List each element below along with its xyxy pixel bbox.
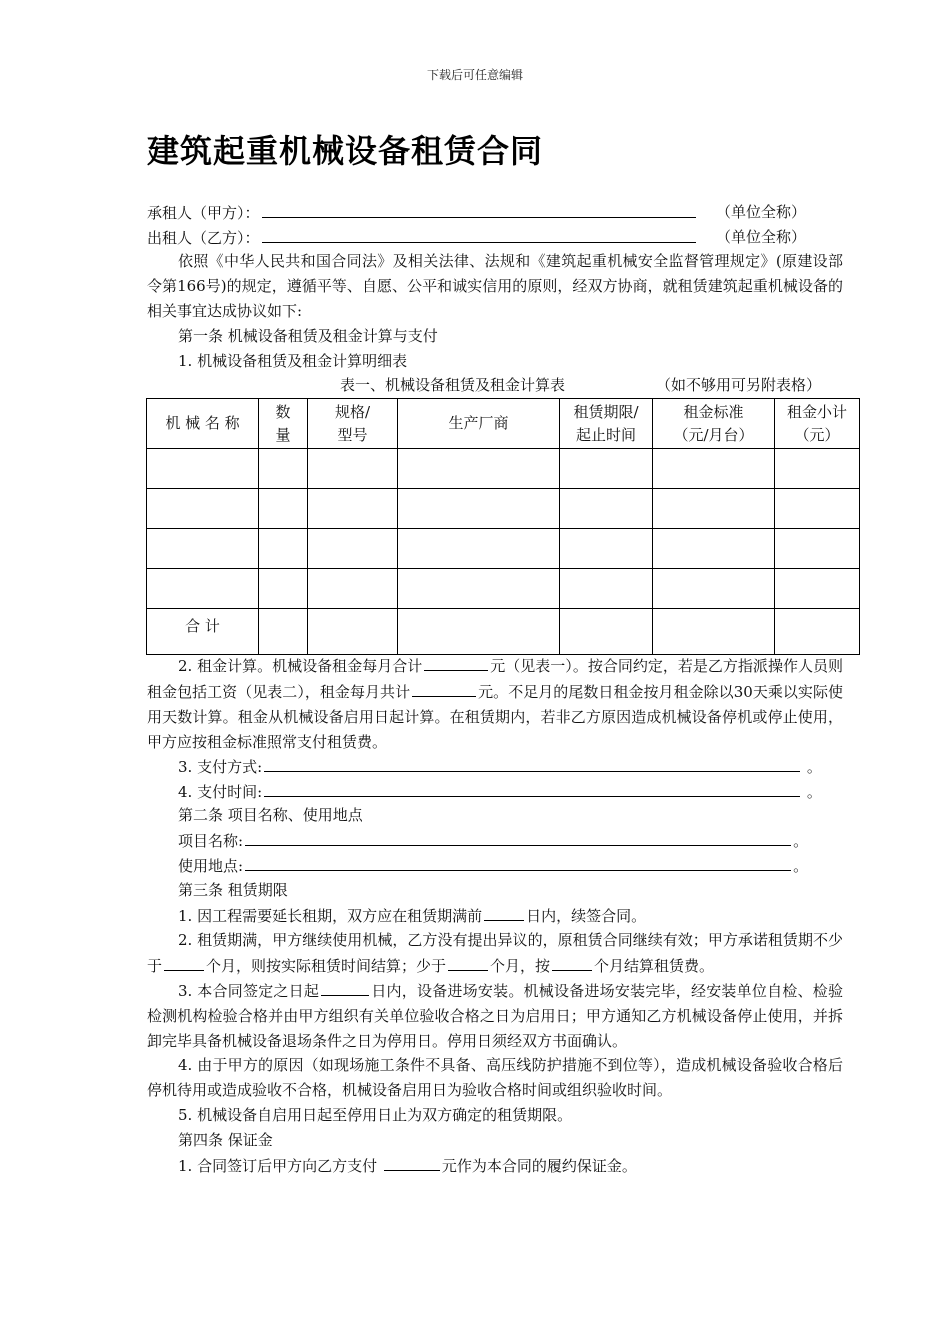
table-cell[interactable] — [653, 529, 775, 569]
table-cell[interactable] — [560, 529, 653, 569]
table-cell[interactable] — [259, 489, 308, 529]
min-months-field[interactable] — [164, 953, 204, 971]
table-row — [147, 529, 860, 569]
table-cell[interactable] — [147, 569, 259, 609]
table-cell[interactable] — [653, 489, 775, 529]
deposit-amount-field[interactable] — [384, 1153, 440, 1171]
lessor-name-field[interactable] — [262, 225, 696, 243]
table-cell[interactable] — [398, 529, 560, 569]
article3-item3: 3. 本合同签定之日起 日内，设备进场安装。机械设备进场安装完毕，经安装单位自检、检验检测机构检验合格并由甲方组织有关单位验收合格之日为启用日；甲方通知乙方机械设备停止使用，并拆卸完毕具备机械设备退场条件之日为停用日。停用日须经双方书面确认。 — [147, 978, 843, 1054]
table-cell[interactable] — [775, 609, 860, 655]
table-cell[interactable] — [653, 569, 775, 609]
monthly-rent-field[interactable] — [424, 653, 488, 671]
article4-item1: 1. 合同签订后甲方向乙方支付 元作为本合同的履约保证金。 — [178, 1153, 637, 1177]
payment-time-field[interactable] — [264, 779, 800, 797]
lessee-suffix: （单位全称） — [716, 203, 807, 221]
project-name-field[interactable] — [245, 828, 791, 846]
lessor-suffix: （单位全称） — [716, 228, 807, 246]
install-days-field[interactable] — [321, 978, 369, 996]
table-cell[interactable] — [560, 569, 653, 609]
document-title: 建筑起重机械设备租赁合同 — [147, 132, 544, 170]
table-cell[interactable] — [398, 609, 560, 655]
table-row — [147, 449, 860, 489]
table-cell[interactable] — [308, 569, 398, 609]
table-cell[interactable] — [560, 449, 653, 489]
col-machine-name: 机 械 名 称 — [147, 399, 259, 449]
intro-paragraph: 依照《中华人民共和国合同法》及相关法律、法规和《建筑起重机械安全监督管理规定》(原建设部令第166号)的规定，遵循平等、自愿、公平和诚实信用的原则，经双方协商，就租赁建筑起重机械设备的相关事宜达成协议如下: — [147, 252, 843, 320]
article2-heading: 第二条 项目名称、使用地点 — [178, 806, 363, 824]
article3-item4: 4. 由于甲方的原因（如现场施工条件不具备、高压线防护措施不到位等），造成机械设备验收合格后停机待用或造成验收不合格，机械设备启用日为验收合格时间或组织验收时间。 — [147, 1056, 843, 1099]
lessor-line — [147, 225, 698, 249]
table-note: （如不够用可另附表格） — [656, 376, 822, 394]
table-cell[interactable] — [775, 449, 860, 489]
table-cell[interactable] — [653, 449, 775, 489]
table-cell[interactable] — [259, 529, 308, 569]
col-quantity: 数 量 — [259, 399, 308, 449]
payment-method-line: 3. 支付方式: 。 — [178, 754, 822, 778]
table-cell[interactable] — [308, 609, 398, 655]
table-cell[interactable] — [398, 449, 560, 489]
header-note: 下载后可任意编辑 — [426, 68, 523, 82]
table-cell[interactable] — [775, 489, 860, 529]
table-caption: 表一、机械设备租赁及租金计算表 — [340, 376, 566, 394]
location-line: 使用地点: 。 — [178, 853, 808, 877]
table-cell[interactable] — [308, 529, 398, 569]
less-months-field[interactable] — [448, 953, 488, 971]
article1-heading: 第一条 机械设备租赁及租金计算与支付 — [178, 327, 438, 345]
monthly-total-field[interactable] — [412, 679, 476, 697]
table-cell[interactable] — [398, 569, 560, 609]
col-rent-subtotal: 租金小计 （元） — [775, 399, 860, 449]
article4-heading: 第四条 保证金 — [178, 1131, 273, 1149]
table-cell[interactable] — [259, 609, 308, 655]
table-total-row — [147, 609, 860, 655]
table-cell[interactable] — [560, 489, 653, 529]
table-cell[interactable] — [653, 609, 775, 655]
settle-months-field[interactable] — [552, 953, 592, 971]
table-cell[interactable] — [775, 529, 860, 569]
article3-item1: 1. 因工程需要延长租期，双方应在租赁期满前 日内，续签合同。 — [178, 903, 646, 927]
table-row — [147, 569, 860, 609]
project-name-line: 项目名称: 。 — [178, 828, 808, 852]
table-cell[interactable] — [398, 489, 560, 529]
article3-heading: 第三条 租赁期限 — [178, 881, 288, 899]
lessee-name-field[interactable] — [262, 200, 696, 218]
table-cell[interactable] — [775, 569, 860, 609]
table-cell[interactable] — [308, 449, 398, 489]
table-cell[interactable] — [147, 489, 259, 529]
article1-item1: 1. 机械设备租赁及租金计算明细表 — [178, 352, 408, 370]
article3-item2: 2. 租赁期满，甲方继续使用机械，乙方没有提出异议的，原租赁合同继续有效；甲方承诺租赁期不少于 个月，则按实际租赁时间结算；少于 个月，按 个月结算租赁费。 — [147, 931, 843, 975]
lessor-label: 出租人（乙方）： — [147, 229, 260, 247]
table-header-row — [147, 399, 860, 449]
rental-table — [146, 398, 860, 655]
payment-method-field[interactable] — [264, 754, 800, 772]
table-cell[interactable] — [560, 609, 653, 655]
table-row — [147, 489, 860, 529]
payment-time-line: 4. 支付时间: 。 — [178, 779, 822, 803]
lessee-label: 承租人（甲方）： — [147, 204, 260, 222]
table-cell[interactable] — [147, 529, 259, 569]
col-rent-standard: 租金标准 （元/月台） — [653, 399, 775, 449]
col-manufacturer: 生产厂商 — [398, 399, 560, 449]
table-cell[interactable] — [308, 489, 398, 529]
total-label: 合 计 — [147, 609, 259, 655]
renewal-days-field[interactable] — [484, 903, 524, 921]
table-cell[interactable] — [147, 449, 259, 489]
lessee-line — [147, 200, 698, 224]
table-cell[interactable] — [259, 449, 308, 489]
col-spec-model: 规格/ 型号 — [308, 399, 398, 449]
col-rental-period: 租赁期限/ 起止时间 — [560, 399, 653, 449]
article1-item2: 2. 租金计算。机械设备租金每月合计 元（见表一）。按合同约定，若是乙方指派操作人员则租金包括工资（见表二），租金每月共计 元。不足月的尾数日租金按月租金除以30天乘以实际使用天数计算。租金从机械设备启用日起计算。在租赁期内，若非乙方原因造成机械设备停机或停止使用，甲方应按租金标准照常支付租赁费。 — [147, 653, 843, 755]
location-field[interactable] — [245, 853, 791, 871]
table-cell[interactable] — [259, 569, 308, 609]
article3-item5: 5. 机械设备自启用日起至停用日止为双方确定的租赁期限。 — [178, 1106, 573, 1124]
